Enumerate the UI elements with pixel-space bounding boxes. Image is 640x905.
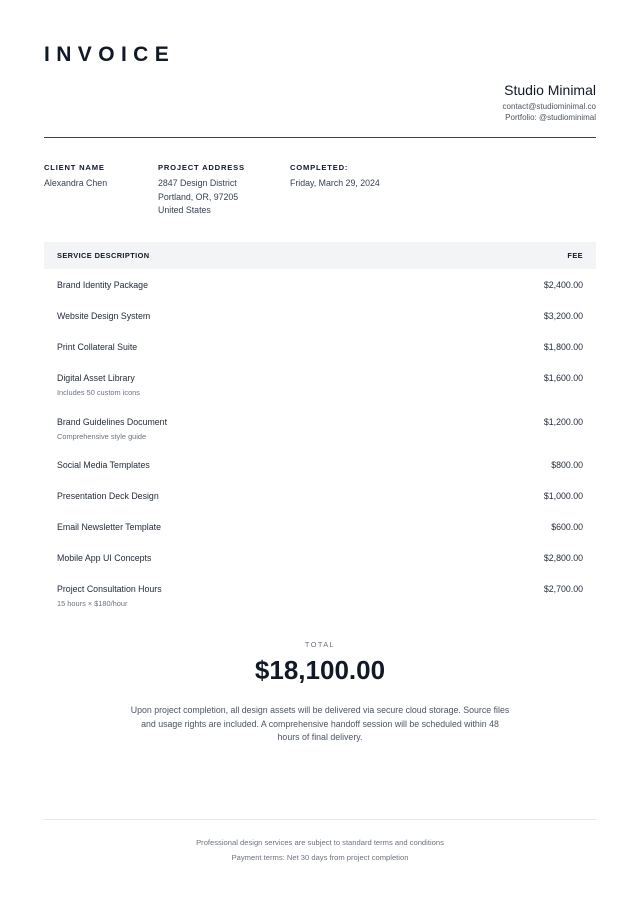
service-description: Print Collateral Suite [57, 342, 138, 352]
service-note: Comprehensive style guide [57, 431, 147, 441]
service-description: Brand Guidelines Document [57, 416, 168, 427]
delivery-note: Upon project completion, all design assets will be delivered via secure cloud storage. Source files and usage rights are included. A comprehensive handoff session will be scheduled within 48 hours of final delivery. [130, 705, 510, 742]
table-row [44, 584, 596, 628]
service-description: Project Consultation Hours [57, 584, 162, 594]
table-row [44, 342, 596, 373]
address-line: United States [158, 205, 211, 215]
total-amount: $18,100.00 [254, 655, 386, 685]
service-description: Presentation Deck Design [57, 491, 159, 501]
table-row [44, 417, 596, 461]
service-fee: $2,400.00 [543, 280, 583, 290]
footer-payment-terms: Payment terms: Net 30 days from project completion [231, 852, 409, 862]
invoice-page [44, 0, 596, 905]
address-line: Portland, OR, 97205 [158, 191, 239, 202]
footer-divider [44, 819, 596, 820]
service-description: Social Media Templates [57, 460, 150, 470]
table-row [44, 311, 596, 342]
studio-email[interactable]: contact@studiominimal.co [502, 102, 596, 111]
header-service-description: SERVICE DESCRIPTION [57, 251, 150, 260]
table-row [44, 553, 596, 584]
footer-terms: Professional design services are subject to standard terms and conditions [196, 838, 444, 847]
service-note: 15 hours × $180/hour [57, 599, 128, 608]
service-fee: $1,000.00 [543, 491, 583, 501]
service-fee: $1,600.00 [543, 373, 583, 383]
service-description: Website Design System [57, 311, 151, 321]
address-lines [158, 177, 245, 218]
address-section [158, 163, 245, 218]
services-table-header [44, 242, 596, 269]
service-description: Brand Identity Package [57, 280, 148, 290]
service-note: Includes 50 custom icons [57, 388, 140, 397]
service-fee: $1,200.00 [543, 416, 583, 427]
studio-name: Studio Minimal [504, 82, 596, 98]
total-section [44, 640, 596, 686]
client-label: CLIENT NAME [44, 163, 105, 172]
services-table-body [44, 280, 596, 628]
completed-label: COMPLETED: [290, 163, 349, 172]
service-fee: $2,800.00 [543, 553, 583, 563]
header-divider [44, 137, 596, 138]
table-row [44, 280, 596, 311]
completed-section [290, 163, 380, 191]
service-fee: $2,700.00 [543, 584, 583, 594]
table-row [44, 373, 596, 417]
service-fee: $3,200.00 [543, 311, 583, 321]
address-line: 2847 Design District [158, 178, 237, 188]
total-label: TOTAL [304, 640, 336, 649]
service-fee: $800.00 [551, 460, 583, 470]
client-name: Alexandra Chen [44, 178, 108, 188]
footer [44, 836, 596, 865]
address-label: PROJECT ADDRESS [158, 163, 245, 172]
header-fee: FEE [567, 251, 583, 260]
table-row [44, 460, 596, 491]
service-fee: $1,800.00 [543, 342, 583, 352]
service-description: Digital Asset Library [57, 373, 135, 383]
client-section [44, 163, 107, 191]
completed-date: Friday, March 29, 2024 [290, 178, 380, 188]
service-fee: $600.00 [551, 522, 583, 532]
studio-info [503, 81, 597, 123]
table-row [44, 491, 596, 522]
service-description: Email Newsletter Template [57, 522, 161, 532]
table-row [44, 522, 596, 553]
invoice-title: INVOICE [44, 43, 176, 66]
studio-portfolio: Portfolio: @studiominimal [505, 113, 596, 122]
service-description: Mobile App UI Concepts [57, 553, 152, 563]
